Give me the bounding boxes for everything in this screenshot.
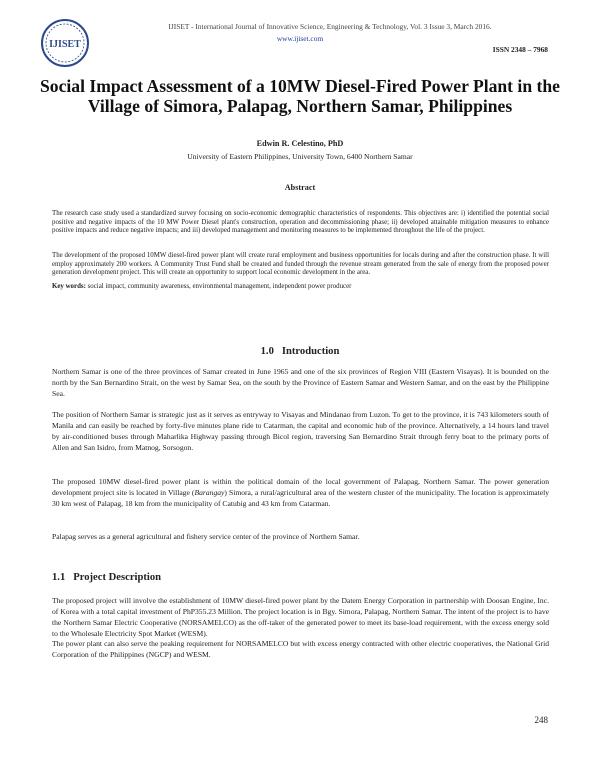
- subsection-title: Project Description: [73, 572, 162, 583]
- keywords-list: social impact, community awareness, environmental management, independent power producer: [85, 283, 352, 290]
- paragraph-text: ) Simora, a rural/agricultural area of the western cluster of the municipality. The location is approximately 30 km west of Palapag, 18 km from the municipality of Catubig and 43 km from Catarman.: [52, 487, 550, 508]
- subsection-number: 1.1: [52, 572, 66, 583]
- body-paragraph: The position of Northern Samar is strategic just as it serves as entryway to Visayas and Mindanao from Luzon. To get to the province, it is 743 kilometers south of Manila and can easily be reached by forty-five minutes plane ride to Catarman, the capital and economic hub of the province. Alternatively, a 14 hours land travel by air-conditioned buses through Maharlika Highway passing through Bicol region, traversing San Bernardino Strait through ferry boat to the primary ports of Allen and San Isidro, from Matnog, Sorsogon.: [52, 410, 549, 452]
- abstract-paragraph: The development of the proposed 10MW diesel-fired power plant will create rural employment and business opportunities for locals during and after the construction phase. It will employ approximately 200 workers. A Community Trust Fund shall be created and funded through the revenue stream generated from the sale of energy from the proposed power generation development project. This will create an opportunity to support local economic development in the area.: [52, 252, 549, 277]
- subsection-heading: [52, 572, 161, 583]
- journal-logo-text: IJISET: [49, 39, 81, 50]
- paragraph-text: The proposed 10MW diesel-fired power plant is within the political domain of the local government of Palapag, Northern Samar. The power generation development project site is located in Village (: [52, 477, 549, 497]
- paper-title: Social Impact Assessment of a 10MW Diesel-Fired Power Plant in the Village of Simora, Palapag, Northern Samar, Philippines: [40, 76, 560, 116]
- italic-term: Barangay: [194, 487, 225, 497]
- keywords-label: Key words:: [52, 283, 86, 290]
- body-paragraph: Palapag serves as a general agricultural and fishery service center of the province of Northern Samar.: [52, 532, 360, 541]
- body-paragraph: The power plant can also serve the peaking requirement for NORSAMELCO but with excess energy contracted with other electric cooperatives, the National Grid Corporation of the Philippines (NGCP) and WESM.: [52, 639, 549, 659]
- section-number: 1.0: [260, 346, 274, 357]
- abstract-paragraph: The research case study used a standardized survey focusing on socio-economic demographic characteristics of respondents. This objectives are: i) identified the potential social positive and negative impacts of the 10 MW Power Diesel plant's construction, operation and decommissioning phase; ii) developed attainable mitigation measures to enhance positive impacts and reduce negative impacts; and iii) developed management and monitoring measures to be implemented throughout the life of the project.: [52, 210, 549, 235]
- keywords: [52, 283, 549, 292]
- author-affiliation: University of Eastern Philippines, University Town, 6400 Northern Samar: [187, 152, 413, 161]
- page-number: 248: [534, 715, 548, 725]
- section-heading: [0, 346, 600, 357]
- body-paragraph: Northern Samar is one of the three provinces of Samar created in June 1965 and one of the six provinces of Region VIII (Eastern Visayas). It is bounded on the north by the San Bernardino Strait, on the west by Samar Sea, on the south by the Province of Eastern Samar and Western Samar, and on the east by the Philippine Sea.: [52, 367, 549, 398]
- journal-citation: IJISET - International Journal of Innovative Science, Engineering & Technology, Vol. 3 Issue 3, March 2016.: [168, 22, 492, 31]
- body-paragraph: The proposed project will involve the establishment of 10MW diesel-fired power plant by the Datem Energy Corporation in partnership with Doosan Engine, Inc. of Korea with a total capital investment of PhP355.23 Million. The project location is in Bgy. Simora, Palapag, Northern Samar. The intent of the project is to have the Northern Samar Electric Cooperative (NORSAMELCO) as the off-taker of the generated power to meet its base-load requirement, with the excess energy sold to the Wholesale Electricity Spot Market (WESM).: [52, 596, 549, 638]
- section-title: Introduction: [281, 346, 340, 357]
- abstract-heading: Abstract: [284, 183, 316, 192]
- issn-label: ISSN 2348 – 7968: [492, 45, 548, 54]
- body-paragraph: [52, 477, 549, 510]
- journal-url-link[interactable]: www.ijiset.com: [276, 34, 324, 43]
- author-name: Edwin R. Celestino, PhD: [256, 139, 344, 148]
